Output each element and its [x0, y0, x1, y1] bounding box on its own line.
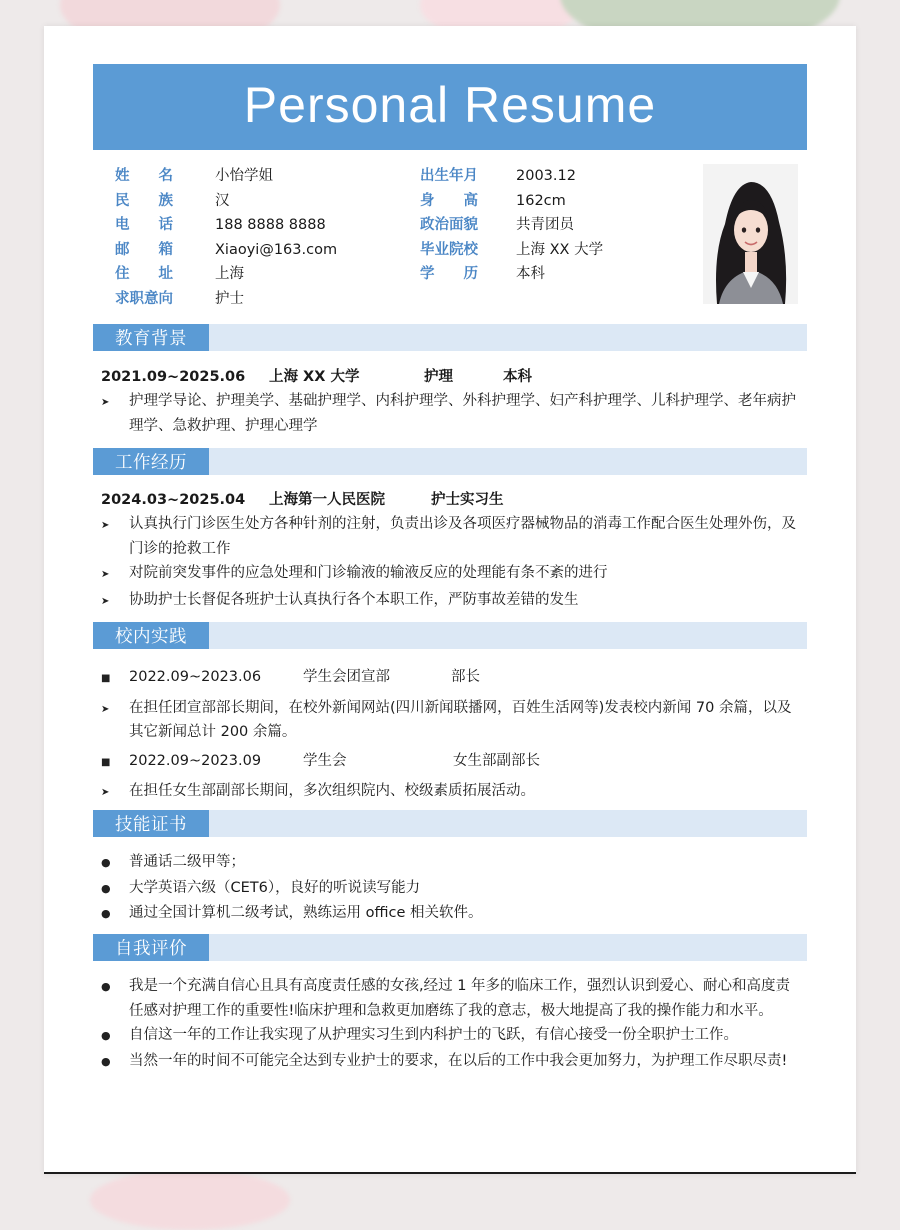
- arrow-bullet-icon: [101, 561, 129, 588]
- work-block: [101, 488, 801, 614]
- campus-entry-head: ■ 2022.09~2023.06 学生会团宣部 部长: [101, 665, 801, 692]
- list-item: ● 我是一个充满自信心且具有高度责任感的女孩,经过 1 年多的临床工作，强烈认识到爱心、耐心和高度责任感对护理工作的重要性!临床护理和急救更加磨练了我的意志，极大地提高了我的操作能力和水平。: [101, 974, 801, 1023]
- arrow-bullet-icon: [101, 779, 129, 806]
- info-label-name: 姓 名: [115, 168, 173, 184]
- section-bar-education: [93, 324, 807, 351]
- info-value-ethnicity: 汉: [215, 192, 230, 209]
- arrow-bullet-icon: [101, 588, 129, 615]
- section-title-self: 自我评价: [93, 934, 209, 961]
- education-courses: 护理学导论、护理美学、基础护理学、内科护理学、外科护理学、妇产科护理学、儿科护理学、老年病护理学、急救护理、护理心理学: [129, 393, 796, 434]
- education-school: 上海 XX 大学: [269, 369, 360, 385]
- education-date: 2021.09~2025.06: [101, 369, 246, 385]
- personal-info-right: [420, 164, 603, 287]
- section-bar-campus: [93, 622, 807, 649]
- info-row-objective: [115, 287, 337, 312]
- info-label-email: 邮 箱: [115, 241, 173, 258]
- info-row-height: [420, 189, 603, 214]
- info-label-degree: 学 历: [420, 266, 478, 283]
- section-bar-work: [93, 448, 807, 475]
- info-row-name: [115, 164, 337, 189]
- section-bar-skills: [93, 810, 807, 837]
- info-row-ethnicity: [115, 189, 337, 214]
- info-value-email: Xiaoyi@163.com: [215, 241, 338, 258]
- info-label-height: 身 高: [420, 192, 478, 209]
- background-flower-blur: [90, 1170, 290, 1230]
- info-value-birth: 2003.12: [516, 168, 576, 184]
- info-value-politics: 共青团员: [516, 217, 574, 234]
- title-banner: [93, 64, 807, 150]
- dot-bullet-icon: [101, 876, 129, 902]
- list-item: ● 自信这一年的工作让我实现了从护理实习生到内科护士的飞跃，有信心接受一份全职护士工作。: [101, 1023, 801, 1049]
- list-item: ● 大学英语六级（CET6），良好的听说读写能力: [101, 876, 801, 902]
- personal-info-left: [115, 164, 337, 312]
- education-entry-head: [101, 365, 801, 389]
- info-label-phone: 电 话: [115, 217, 173, 234]
- info-label-birth: 出生年月: [420, 168, 478, 184]
- section-title-campus: 校内实践: [93, 622, 209, 649]
- work-org: 上海第一人民医院: [269, 492, 385, 508]
- info-value-height: 162cm: [516, 192, 566, 209]
- info-row-address: [115, 262, 337, 287]
- info-value-address: 上海: [215, 266, 244, 283]
- info-label-address: 住 址: [115, 266, 173, 283]
- list-item: ➤ 对院前突发事件的应急处理和门诊输液的输液反应的处理能有条不紊的进行: [101, 561, 801, 588]
- section-title-skills: 技能证书: [93, 810, 209, 837]
- education-block: [101, 365, 801, 438]
- dot-bullet-icon: [101, 1049, 129, 1075]
- resume-sheet: [44, 26, 856, 1174]
- section-bar-self: [93, 934, 807, 961]
- skills-block: [101, 850, 801, 927]
- arrow-bullet-icon: [101, 512, 129, 561]
- info-label-objective: 求职意向: [115, 290, 173, 307]
- arrow-bullet-icon: [101, 696, 129, 745]
- list-item: ➤ 协助护士长督促各班护士认真执行各个本职工作，严防事故差错的发生: [101, 588, 801, 615]
- dot-bullet-icon: [101, 1023, 129, 1049]
- work-role: 护士实习生: [431, 492, 504, 508]
- square-bullet-icon: [101, 665, 129, 692]
- list-item: ➤ 在担任团宣部部长期间，在校外新闻网站(四川新闻联播网，百姓生活网等)发表校内新闻 70 余篇，以及其它新闻总计 200 余篇。: [101, 696, 801, 745]
- education-degree: 本科: [503, 369, 532, 385]
- section-title-work: 工作经历: [93, 448, 209, 475]
- list-item: ➤ 在担任女生部副部长期间，多次组织院内、校级素质拓展活动。: [101, 779, 801, 806]
- info-row-birth: [420, 164, 603, 189]
- list-item: ➤ 认真执行门诊医生处方各种针剂的注射，负责出诊及各项医疗器械物品的消毒工作配合医生处理外伤，及门诊的抢救工作: [101, 512, 801, 561]
- education-major: 护理: [424, 369, 453, 385]
- info-value-school: 上海 XX 大学: [516, 241, 604, 258]
- square-bullet-icon: [101, 749, 129, 776]
- list-item: ● 普通话二级甲等；: [101, 850, 801, 876]
- work-entry-head: [101, 488, 801, 512]
- dot-bullet-icon: [101, 850, 129, 876]
- work-date: 2024.03~2025.04: [101, 492, 246, 508]
- list-item: ● 通过全国计算机二级考试，熟练运用 office 相关软件。: [101, 901, 801, 927]
- dot-bullet-icon: [101, 901, 129, 927]
- info-label-ethnicity: 民 族: [115, 192, 173, 209]
- resume-title: Personal Resume: [243, 77, 657, 133]
- info-value-name: 小怡学姐: [215, 168, 273, 184]
- info-label-politics: 政治面貌: [420, 217, 478, 234]
- list-item: ● 当然一年的时间不可能完全达到专业护士的要求，在以后的工作中我会更加努力，为护理工作尽职尽责!: [101, 1049, 801, 1075]
- info-row-politics: [420, 213, 603, 238]
- profile-photo: [703, 164, 798, 304]
- campus-entry-head: ■ 2022.09~2023.09 学生会 女生部副部长: [101, 749, 801, 776]
- info-value-degree: 本科: [516, 266, 545, 283]
- arrow-bullet-icon: [101, 389, 129, 438]
- info-row-email: [115, 238, 337, 263]
- info-row-school: [420, 238, 603, 263]
- portrait-illustration: [703, 164, 798, 304]
- dot-bullet-icon: [101, 974, 129, 1023]
- campus-block: [101, 665, 801, 806]
- section-title-education: 教育背景: [93, 324, 209, 351]
- info-row-degree: [420, 262, 603, 287]
- list-item: [101, 389, 801, 438]
- info-value-phone: 188 8888 8888: [215, 217, 326, 234]
- self-block: [101, 974, 801, 1074]
- info-label-school: 毕业院校: [420, 241, 478, 258]
- info-row-phone: [115, 213, 337, 238]
- info-value-objective: 护士: [215, 290, 244, 307]
